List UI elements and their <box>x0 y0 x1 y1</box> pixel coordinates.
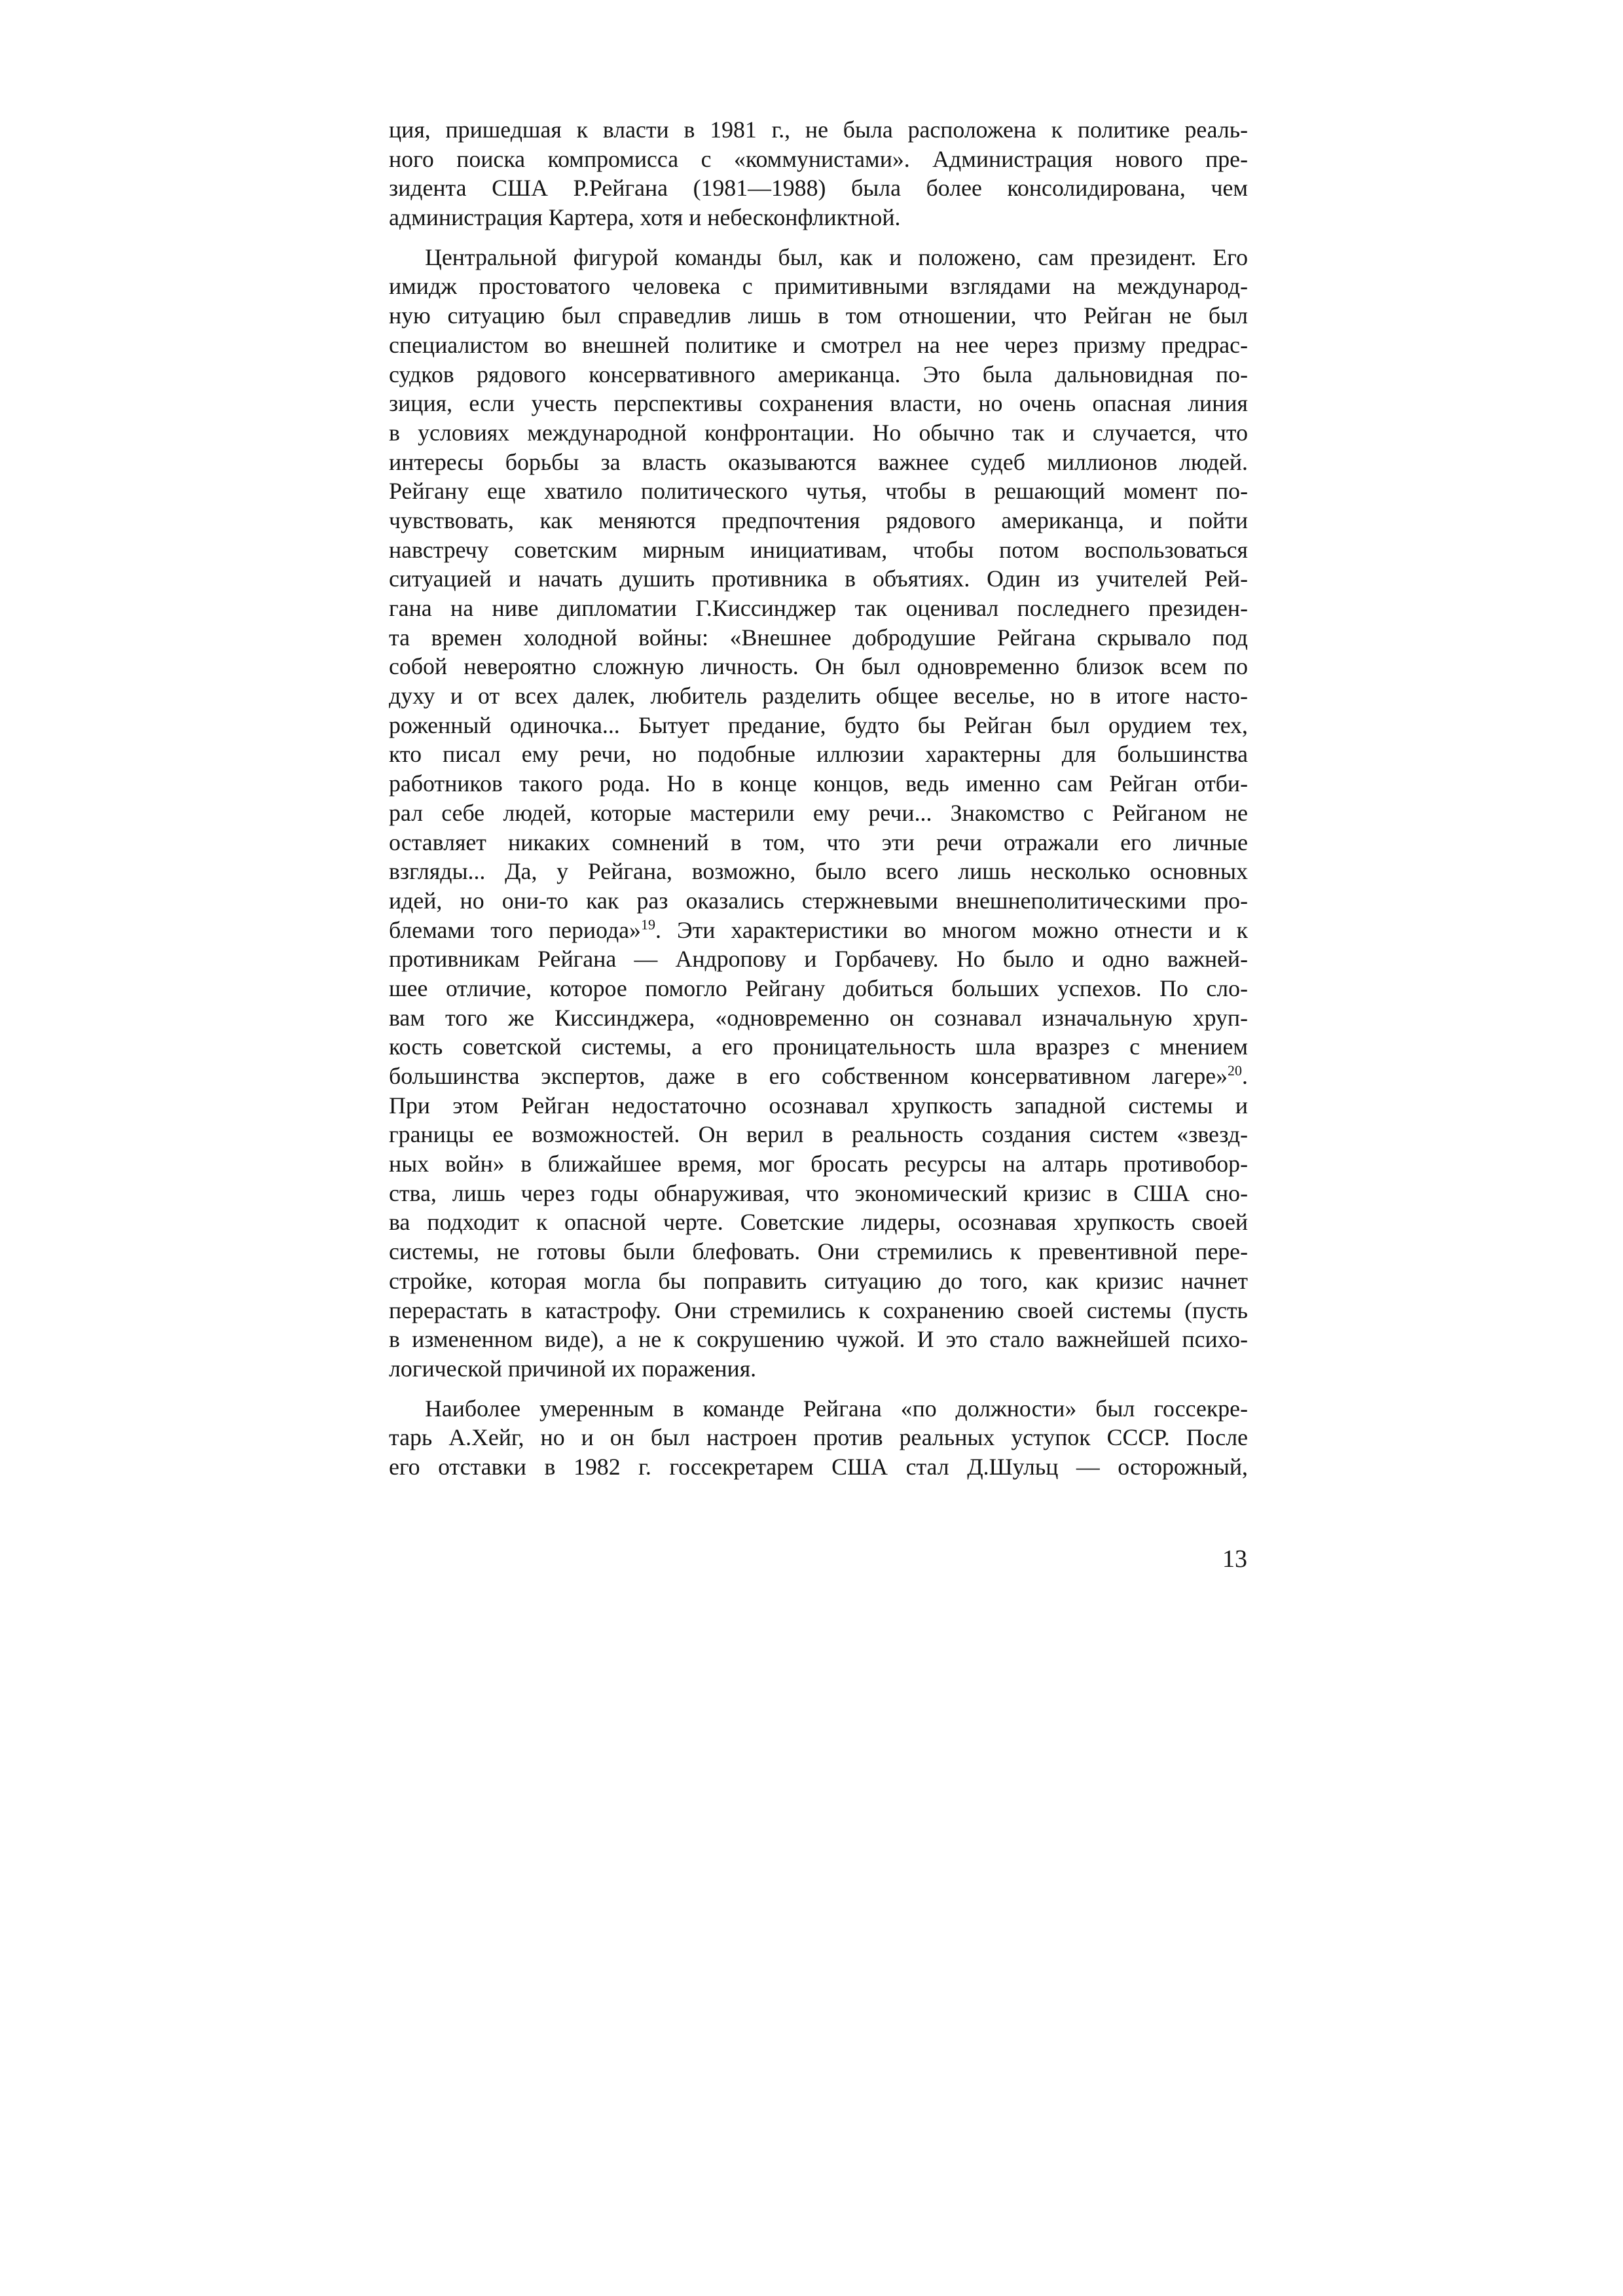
text-line: специалистом во внешней политике и смотрел на нее через призму предрас- <box>389 331 1248 358</box>
text-fragment: блемами того периода» <box>389 916 641 943</box>
text-line: кость советской системы, а его проницательность шла вразрез с мнением <box>389 1033 1248 1060</box>
text-line: оставляет никаких сомнений в том, что эти речи отражали его личные <box>389 829 1248 855</box>
text-line: вам того же Киссинджера, «одновременно он сознавал изначальную хруп- <box>389 1004 1248 1031</box>
text-fragment: большинства экспертов, даже в его собственном консервативном лагере» <box>389 1063 1228 1089</box>
text-line: гана на ниве дипломатии Г.Киссинджер так оценивал последнего президен- <box>389 595 1248 621</box>
text-line: администрация Картера, хотя и небесконфликтной. <box>389 204 901 231</box>
text-line: его отставки в 1982 г. госсекретарем США стал Д.Шульц — осторожный, <box>389 1453 1248 1480</box>
text-line: ция, пришедшая к власти в 1981 г., не была расположена к политике реаль- <box>389 117 1248 143</box>
text-line: ную ситуацию был справедлив лишь в том отношении, что Рейган не был <box>389 302 1248 329</box>
text-line: шее отличие, которое помогло Рейгану добиться больших успехов. По сло- <box>389 975 1248 1001</box>
text-line: собой невероятно сложную личность. Он был одновременно близок всем по <box>389 653 1248 680</box>
text-line: зидента США Р.Рейгана (1981—1988) была более консолидирована, чем <box>389 175 1248 202</box>
text-line: кто писал ему речи, но подобные иллюзии характерны для большинства <box>389 741 1248 768</box>
text-line: границы ее возможностей. Он верил в реальность создания систем «звезд- <box>389 1121 1248 1148</box>
text-fragment: . <box>1242 1063 1248 1089</box>
text-line-with-footnote <box>389 916 1248 945</box>
text-line-with-footnote <box>389 1062 1248 1091</box>
text-line: Рейгану еще хватило политического чутья, чтобы в решающий момент по- <box>389 478 1248 505</box>
text-line: ства, лишь через годы обнаруживая, что экономический кризис в США сно- <box>389 1179 1248 1206</box>
text-line: системы, не готовы были блефовать. Они стремились к превентивной пере- <box>389 1238 1248 1265</box>
text-line: логической причиной их поражения. <box>389 1355 757 1382</box>
text-line: духу и от всех далек, любитель разделить общее веселье, но в итоге насто- <box>389 683 1248 709</box>
text-line: ных войн» в ближайшее время, мог бросать ресурсы на алтарь противобор- <box>389 1151 1248 1177</box>
text-line: та времен холодной войны: «Внешнее добродушие Рейгана скрывало под <box>389 624 1248 651</box>
text-line: ситуацией и начать душить противника в объятиях. Один из учителей Рей- <box>389 565 1248 592</box>
text-line: в условиях международной конфронтации. Но обычно так и случается, что <box>389 419 1248 446</box>
text-fragment: . Эти характеристики во многом можно отнести и к <box>655 916 1249 943</box>
text-line: чувствовать, как меняются предпочтения рядового американца, и пойти <box>389 507 1248 533</box>
text-line: Наиболее умеренным в команде Рейгана «по должности» был госсекре- <box>425 1395 1248 1422</box>
paragraph-2 <box>389 243 1248 1384</box>
text-line: имидж простоватого человека с примитивными взглядами на международ- <box>389 273 1248 300</box>
text-line: в измененном виде), а не к сокрушению чужой. И это стало важнейшей психо- <box>389 1326 1248 1353</box>
text-line: зиция, если учесть перспективы сохранения власти, но очень опасная линия <box>389 390 1248 417</box>
text-line: Центральной фигурой команды был, как и положено, сам президент. Его <box>425 243 1248 270</box>
footnote-marker-20: 20 <box>1228 1062 1243 1079</box>
paragraph-1 <box>389 115 1248 232</box>
paragraph-gap <box>389 1384 1248 1394</box>
page-number: 13 <box>1222 1545 1247 1573</box>
text-line: навстречу советским мирным инициативам, чтобы потом воспользоваться <box>389 536 1248 563</box>
paragraph-gap <box>389 232 1248 243</box>
text-line: стройке, которая могла бы поправить ситуацию до того, как кризис начнет <box>389 1267 1248 1294</box>
text-line: При этом Рейган недостаточно осознавал хрупкость западной системы и <box>389 1092 1248 1119</box>
page-text <box>389 115 1248 1482</box>
footnote-marker-19: 19 <box>640 916 655 933</box>
text-line: идей, но они-то как раз оказались стержневыми внешнеполитическими про- <box>389 887 1248 914</box>
text-line: рал себе людей, которые мастерили ему речи... Знакомство с Рейганом не <box>389 799 1248 826</box>
text-line: противникам Рейгана — Андропову и Горбачеву. Но было и одно важней- <box>389 946 1248 973</box>
text-line: взгляды... Да, у Рейгана, возможно, было всего лишь несколько основных <box>389 858 1248 885</box>
paragraph-3 <box>389 1394 1248 1482</box>
text-line: перерастать в катастрофу. Они стремились к сохранению своей системы (пусть <box>389 1297 1248 1323</box>
text-line: ного поиска компромисса с «коммунистами». Администрация нового пре- <box>389 145 1248 172</box>
text-line: роженный одиночка... Бытует предание, будто бы Рейган был орудием тех, <box>389 711 1248 738</box>
text-line: интересы борьбы за власть оказываются важнее судеб миллионов людей. <box>389 448 1248 475</box>
text-line: ва подходит к опасной черте. Советские лидеры, осознавая хрупкость своей <box>389 1209 1248 1236</box>
text-line: работников такого рода. Но в конце концов, ведь именно сам Рейган отби- <box>389 770 1248 797</box>
text-line: тарь А.Хейг, но и он был настроен против реальных уступок СССР. После <box>389 1424 1248 1451</box>
text-line: судков рядового консервативного американца. Это была дальновидная по- <box>389 361 1248 387</box>
